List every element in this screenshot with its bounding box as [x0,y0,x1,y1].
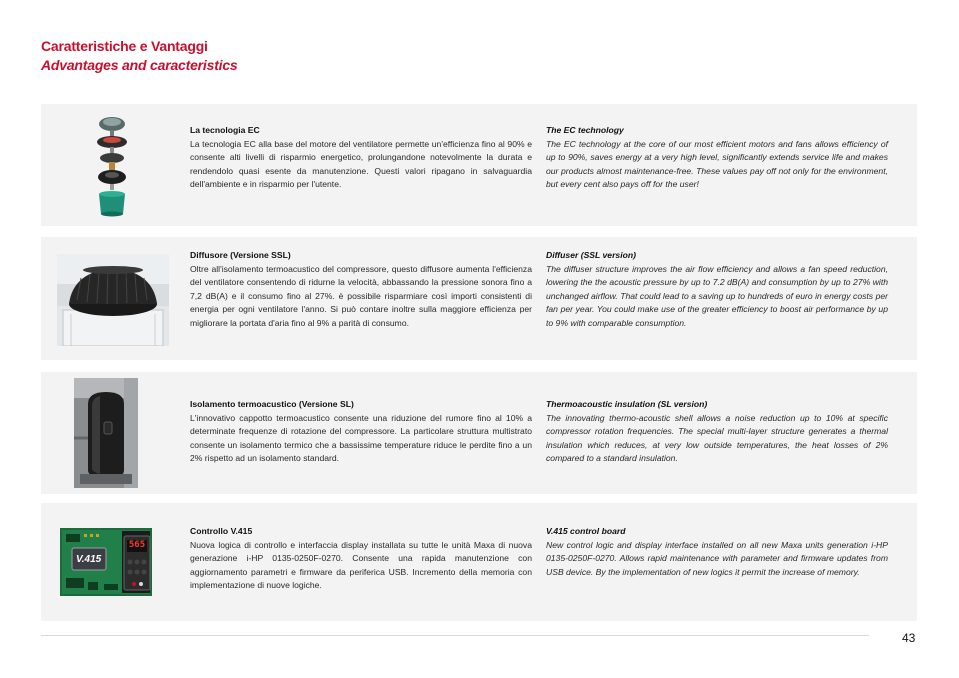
page-title-italian: Caratteristiche e Vantaggi [41,38,208,54]
ec-body-italian: La tecnologia EC alla base del motore del ventilatore permette un'efficienza fino al 90% e consente alti livelli di risparmio energetico, prolungandone notevolmente la durata e rendendolo quasi esente da manutenzione. Questi valori ripagano in salvaguardia dell'ambiente e in risparmio per l'utente. [190,138,532,190]
diffuser-body-italian: Oltre all'isolamento termoacustico del compressore, questo diffusore aumenta l'efficienza del ventilatore consentendo di ridurne la velocità, abbassando la pressione sonora fino a 7,2 dB(A) e il consumo fino al 27%. è possibile risparmiare così importi consistenti di energia per ogni ventilatore l'anno. Si può contare inoltre sulla maggiore efficienza per migliorare la portata d'aria fino al 9% a parità di consumo. [190,263,532,328]
diffuser-text-italian [190,249,532,331]
compressor-insulation-image [74,378,138,488]
feature-panel-diffuser [41,237,917,360]
insulation-body-english: The innovating thermo-acoustic shell allows a noise reduction up to 10% at specific compressor rotation frequencies. The special multi-layer structure generates a thermal insulation which reduces, at very low outside temperatures, the heat losses of 2% compared to a standard insulation. [546,412,888,464]
ec-heading-italian: La tecnologia EC [190,125,260,135]
ec-body-english: The EC technology at the core of our most efficient motors and fans allows efficiency of up to 90%, saves energy at a very high level, significantly extends service life and makes our products almost maintenance-free. These values pay off not only for the environment, but every cent also pays off for the user! [546,138,888,190]
control-body-italian: Nuova logica di controllo e interfaccia display installata su tutte le unità Maxa di nuova generazione i-HP 0135-0250F-0270. Consente una rapida manutenzione con aggiornamento parametri e firmware da periferica USB. Incremento della memoria con implementazione di nuove logiche. [190,539,532,591]
insulation-text-english [546,398,888,466]
insulation-body-italian: L'innovativo cappotto termoacustico consente una riduzione del rumore fino al 10% a determinate frequenze di rotazione del compressore. La particolare struttura multistrato consente un isolamento termico che a bassissime temperature riduce le perdite fino a un 2% rispetto ad un isolamento standard. [190,412,532,464]
feature-panel-ec [41,104,917,226]
ec-motor-exploded-image [91,114,133,218]
control-display-readout: 565 [128,540,146,550]
control-board-image [60,528,152,596]
page-title-english: Advantages and caracteristics [41,57,238,73]
insulation-heading-italian: Isolamento termoacustico (Versione SL) [190,399,354,409]
fan-diffuser-image [57,254,169,346]
feature-panel-insulation [41,372,917,494]
insulation-heading-english: Thermoacoustic insulation (SL version) [546,399,708,409]
ec-text-italian [190,124,532,192]
diffuser-body-english: The diffuser structure improves the air flow efficiency and allows a fan speed reduction, lowering the the acoustic pressure by up to 7.2 dB(A) and consumption by up to 27% with unchanged airflow. That could lead to a saving up to hundreds of euro in energy costs per fan per year. You could make use of the greater efficiency to boost air performance by up to 9% with comparable consumption. [546,263,888,328]
page-number: 43 [902,631,916,645]
control-heading-english: V.415 control board [546,526,626,536]
ec-heading-english: The EC technology [546,125,624,135]
diffuser-heading-english: Diffuser (SSL version) [546,250,636,260]
control-heading-italian: Controllo V.415 [190,526,253,536]
control-text-english [546,525,888,579]
footer-divider [41,635,869,636]
feature-panel-control [41,503,917,621]
insulation-text-italian [190,398,532,466]
ec-text-english [546,124,888,192]
control-board-label: V.415 [76,554,102,565]
diffuser-text-english [546,249,888,331]
control-body-english: New control logic and display interface installed on all new Maxa units generation i-HP 0135-0250F-0270. Allows rapid maintenance with parameter and firmware updates from USB device. By the implementation of new logics it permit the increase of memory. [546,539,888,577]
control-text-italian [190,525,532,593]
diffuser-heading-italian: Diffusore (Versione SSL) [190,250,291,260]
